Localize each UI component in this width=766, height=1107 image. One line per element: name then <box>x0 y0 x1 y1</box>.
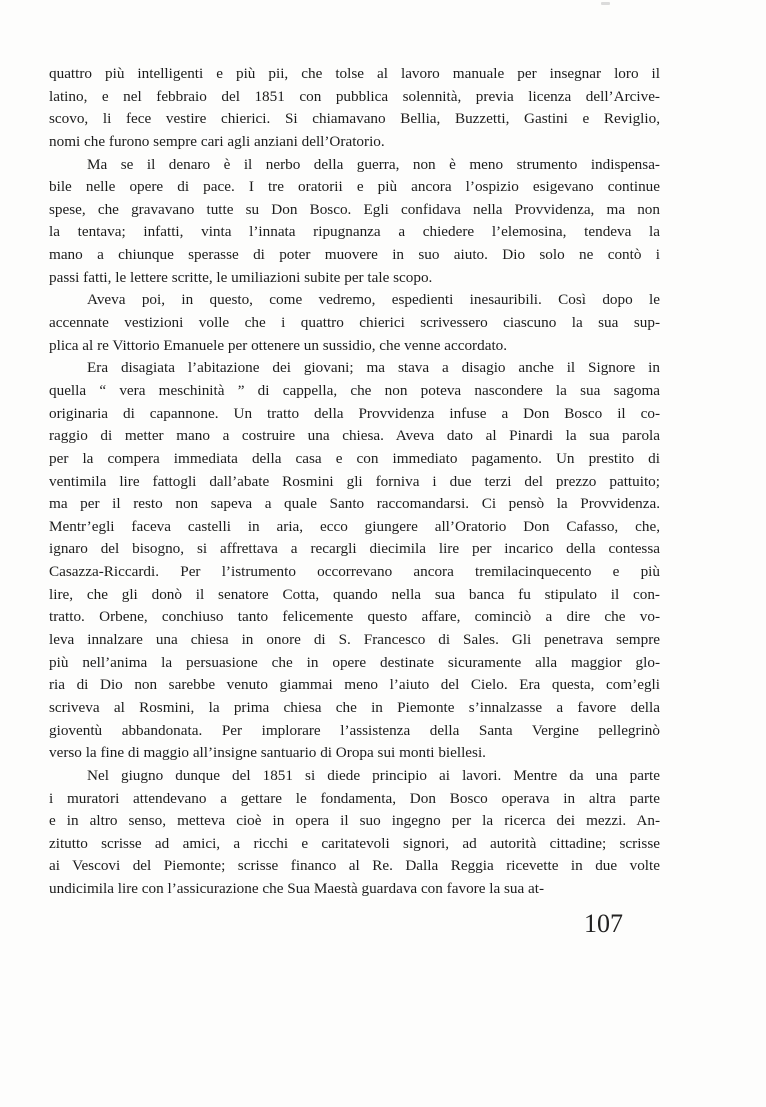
text-line: lire, che gli donò il senatore Cotta, quando nella sua banca fu stipulato il con- <box>49 585 660 603</box>
paragraph <box>49 289 660 357</box>
text-line: Nel giugno dunque del 1851 si diede principio ai lavori. Mentre da una parte <box>87 766 660 784</box>
text-line: raggio di metter mano a costruire una chiesa. Aveva dato al Pinardi la sua parola <box>49 427 660 445</box>
text-line: Aveva poi, in questo, come vedremo, espedienti inesauribili. Così dopo le <box>87 291 660 309</box>
text-line: Casazza-Riccardi. Per l’istrumento occorrevano ancora tremilacinquecento e più <box>49 563 660 581</box>
text-line: tratto. Orbene, conchiuso tanto felicemente questo affare, cominciò a dire che vo- <box>49 608 660 626</box>
text-line: latino, e nel febbraio del 1851 con pubblica solennità, previa licenza dell’Arcive- <box>49 87 660 105</box>
book-page-text-block <box>49 63 660 901</box>
text-line: ma per il resto non sapeva a quale Santo raccomandarsi. Ci pensò la Provvidenza. <box>49 495 660 513</box>
text-line: accennate vestizioni volle che i quattro chierici scrivessero ciascuno la sua sup- <box>49 314 660 332</box>
text-line: nomi che furono sempre cari agli anziani dell’Oratorio. <box>49 132 385 150</box>
page-number: 107 <box>584 909 623 938</box>
text-line: per la compera immediata della casa e con immediato pagamento. Un prestito di <box>49 449 660 467</box>
text-line: ria di Dio non sarebbe venuto giammai meno l’aiuto del Cielo. Era questa, com’egli <box>49 676 660 694</box>
paragraph <box>49 63 660 154</box>
text-line: mano a chiunque sperasse di poter muovere in suo aiuto. Dio solo ne contò i <box>49 246 660 264</box>
paragraph <box>49 154 660 290</box>
text-line: e in altro senso, metteva cioè in opera il suo ingegno per la ricerca dei mezzi. An- <box>49 812 660 830</box>
text-line: ai Vescovi del Piemonte; scrisse financo al Re. Dalla Reggia ricevette in due volte <box>49 857 660 875</box>
text-line: ignaro del bisogno, si affrettava a recargli diecimila lire per incarico della contessa <box>49 540 660 558</box>
text-line: undicimila lire con l’assicurazione che Sua Maestà guardava con favore la sua at- <box>49 880 545 898</box>
text-line: Mentr’egli faceva castelli in aria, ecco giungere all’Oratorio Don Cafasso, che, <box>49 517 660 535</box>
text-line: originaria di capannone. Un tratto della Provvidenza infuse a Don Bosco il co- <box>49 404 660 422</box>
paragraph <box>49 765 660 901</box>
text-line: la tentava; infatti, vinta l’innata ripugnanza a chiedere l’elemosina, tendeva la <box>49 223 660 241</box>
text-line: bile nelle opere di pace. I tre oratorii e più ancora l’ospizio esigevano continue <box>49 178 660 196</box>
text-line: Ma se il denaro è il nerbo della guerra, non è meno strumento indispensa- <box>87 155 660 173</box>
text-line: spese, che gravavano tutte su Don Bosco. Egli confidava nella Provvidenza, ma non <box>49 200 660 218</box>
text-line: leva innalzare una chiesa in onore di S. Francesco di Sales. Gli penetrava sempre <box>49 631 660 649</box>
text-line: scriveva al Rosmini, la prima chiesa che in Piemonte s’innalzasse a favore della <box>49 698 660 716</box>
paragraph <box>49 357 660 765</box>
text-line: più nell’anima la persuasione che in opere destinate sicuramente alla maggior glo- <box>49 653 660 671</box>
text-line: quella “ vera meschinità ” di cappella, che non poteva nascondere la sua sagoma <box>49 381 660 399</box>
text-line: gioventù abbandonata. Per implorare l’assistenza della Santa Vergine pellegrinò <box>49 721 660 739</box>
text-line: i muratori attendevano a gettare le fondamenta, Don Bosco operava in altra parte <box>49 789 660 807</box>
text-line: scovo, li fece vestire chierici. Si chiamavano Bellia, Buzzetti, Gastini e Reviglio, <box>49 110 660 128</box>
text-line: ventimila lire fattogli dall’abate Rosmini gli forniva i due terzi del prezzo pattuito; <box>49 472 660 490</box>
text-line: verso la fine di maggio all’insigne santuario di Oropa sui monti biellesi. <box>49 744 486 762</box>
scan-artifact <box>601 2 610 5</box>
text-line: passi fatti, le lettere scritte, le umiliazioni subite per tale scopo. <box>49 268 433 286</box>
text-line: zitutto scrisse ad amici, a ricchi e caritatevoli signori, ad autorità cittadine; scrisse <box>49 834 660 852</box>
text-line: Era disagiata l’abitazione dei giovani; ma stava a disagio anche il Signore in <box>87 359 660 377</box>
text-line: plica al re Vittorio Emanuele per ottenere un sussidio, che venne accordato. <box>49 336 508 354</box>
text-line: quattro più intelligenti e più pii, che tolse al lavoro manuale per insegnar loro il <box>49 65 660 82</box>
